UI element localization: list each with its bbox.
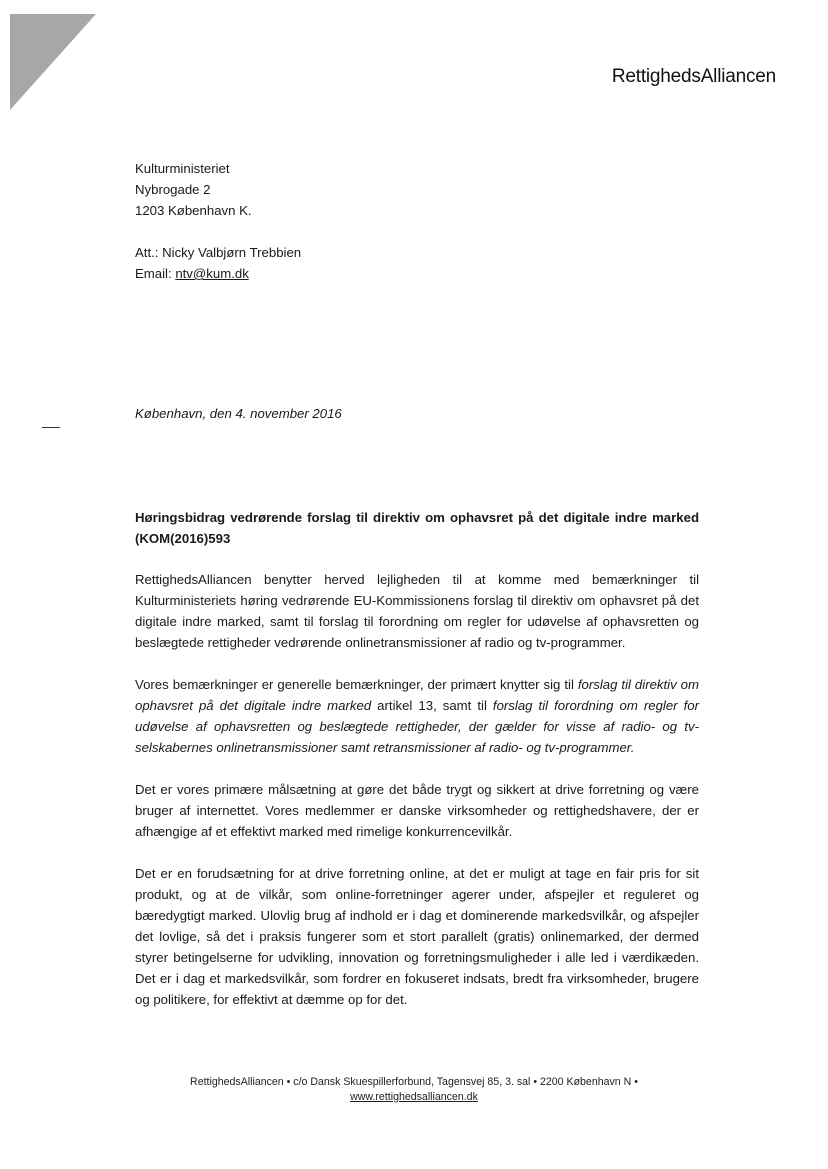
letter-body — [135, 507, 699, 1031]
body-paragraph-2 — [135, 674, 699, 758]
p2-regulation-title: forslag til forordning om regler for udøvelse af ophavsretten og beslægtede rettigheder, der gælder for visse af radio- og tv-selskabernes onlinetransmissioner samt retransmissioner af radio- og tv-programmer. — [135, 698, 699, 755]
rettighedsalliancen-logo: RettighedsAlliancen — [611, 66, 776, 87]
page-corner-decoration — [10, 14, 96, 110]
recipient-attention: Att.: Nicky Valbjørn Trebbien — [135, 245, 302, 260]
p2-text-a: Vores bemærkninger er generelle bemærkninger, der primært knytter sig til — [135, 677, 578, 692]
subject-heading: Høringsbidrag vedrørende forslag til direktiv om ophavsret på det digitale indre marked (KOM(2016)593 — [135, 510, 699, 546]
body-paragraph-4: Det er en forudsætning for at drive forretning online, at det er muligt at tage en fair pris for sit produkt, og at de vilkår, som online-forretninger agerer under, afspejler et reguleret og bæredygtigt marked. Ulovlig brug af indhold er i dag et dominerende markedsvilkår, og afspejler det lovlige, så det i praksis fungerer som et stort parallelt (gratis) onlinemarked, der dermed styrer betingelserne for udvikling, innovation og forretningsmuligheder i alle led i værdikæden. Det er i dag et markedsvilkår, som fordrer en fokuseret indsats, bredt fra virksomheder, brugere og politikere, for effektivt at dæmme op for det. — [135, 866, 699, 1007]
recipient-street: Nybrogade 2 — [135, 182, 211, 197]
p2-directive-title: forslag til direktiv om ophavsret på det digitale indre marked — [135, 677, 699, 713]
email-label: Email: — [135, 266, 176, 281]
dateline: København, den 4. november 2016 — [135, 406, 342, 421]
address-spacer — [135, 221, 301, 242]
fold-mark — [42, 427, 60, 428]
recipient-name: Kulturministeriet — [135, 161, 230, 176]
recipient-email-line — [135, 263, 301, 284]
recipient-address-block — [135, 158, 301, 284]
body-paragraph-3: Det er vores primære målsætning at gøre det både trygt og sikkert at drive forretning og være bruger af internettet. Vores medlemmer er danske virksomheder og rettighedshavere, der er afhængige af et effektivt marked med rimelige konkurrencevilkår. — [135, 782, 699, 839]
page-footer — [0, 1075, 828, 1105]
body-paragraph-1: RettighedsAlliancen benytter herved lejligheden til at komme med bemærkninger til Kulturministeriets høring vedrørende EU-Kommissionens forslag til direktiv om ophavsret på det digitale indre marked, samt til forslag til forordning om regler for udøvelse af ophavsretten og beslægtede rettigheder vedrørende onlinetransmissioner af radio og tv-programmer. — [135, 572, 699, 650]
p2-text-c: artikel 13, samt til — [371, 698, 493, 713]
footer-website-link[interactable]: www.rettighedsalliancen.dk — [350, 1091, 478, 1103]
footer-address: RettighedsAlliancen • c/o Dansk Skuespillerforbund, Tagensvej 85, 3. sal • 2200 København N • — [190, 1076, 638, 1088]
email-link[interactable]: ntv@kum.dk — [175, 266, 249, 281]
recipient-city: 1203 København K. — [135, 203, 252, 218]
